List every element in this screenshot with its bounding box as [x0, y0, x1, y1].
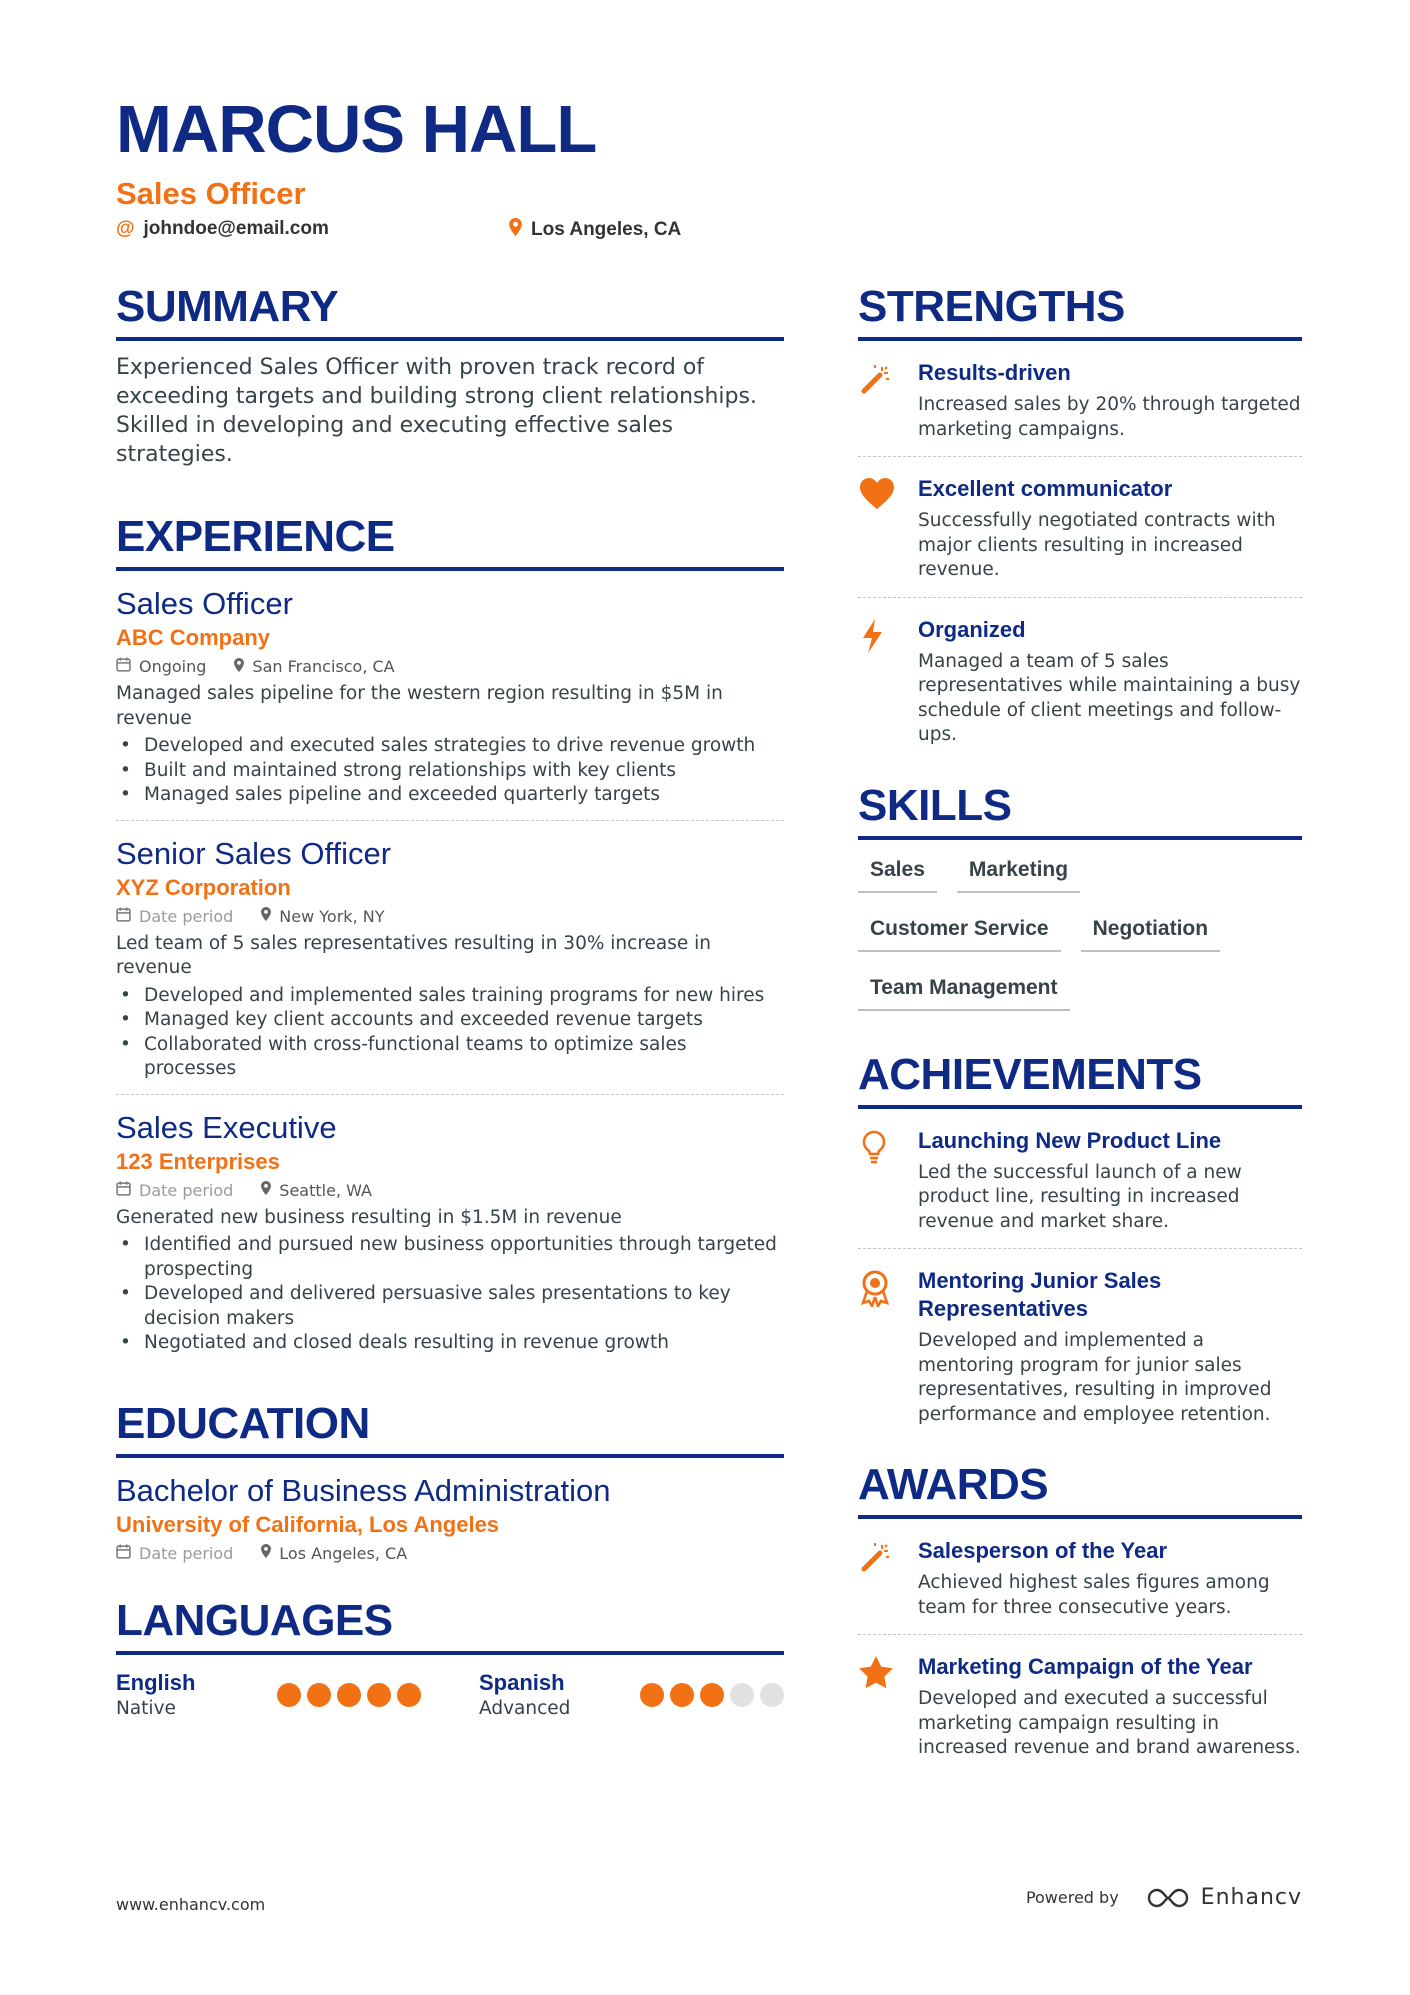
location-pin-icon [234, 658, 244, 676]
rating-dot [730, 1683, 754, 1707]
item-description: Developed and executed a successful marketing campaign resulting in increased revenue and brand awareness. [918, 1688, 1301, 1758]
item-content [918, 616, 1302, 748]
calendar-icon [116, 907, 131, 926]
item-description: Managed a team of 5 sales representatives while maintaining a busy schedule of client meetings and follow-ups. [918, 650, 1301, 745]
achievements-section [858, 1049, 1302, 1442]
job-title: Sales Executive [116, 1109, 337, 1145]
rating-dot [760, 1683, 784, 1707]
skills-section [858, 780, 1302, 1027]
job-entry [116, 835, 784, 1095]
calendar-icon [116, 657, 131, 676]
job-entry [116, 585, 784, 821]
language-info [479, 1669, 570, 1721]
item-title: Salesperson of the Year [918, 1538, 1168, 1563]
contact-email[interactable] [116, 218, 329, 240]
language-rating [640, 1683, 784, 1707]
heart-icon [858, 475, 904, 583]
language-info [116, 1669, 195, 1721]
awards-heading: AWARDS [858, 1463, 1302, 1519]
language-level: Advanced [479, 1697, 571, 1719]
award-item [858, 1533, 1302, 1635]
language-item [479, 1669, 784, 1721]
job-bullet: • Collaborated with cross-functional teams to optimize sales processes [116, 1033, 784, 1082]
enhancv-logo-icon [1145, 1886, 1191, 1910]
item-content [918, 475, 1302, 583]
language-rating [277, 1683, 421, 1707]
achievements-heading: ACHIEVEMENTS [858, 1053, 1302, 1109]
rating-dot [277, 1683, 301, 1707]
candidate-name: MARCUS HALL [116, 92, 597, 167]
item-content [918, 1537, 1302, 1620]
job-bullet: • Negotiated and closed deals resulting in revenue growth [116, 1331, 784, 1356]
job-entry [116, 1109, 784, 1368]
magic-wand-icon [858, 1537, 904, 1620]
candidate-title: Sales Officer [116, 176, 306, 211]
item-content [918, 1127, 1302, 1235]
language-item [116, 1669, 421, 1721]
lightbulb-icon [858, 1127, 904, 1235]
job-bullets [116, 984, 784, 1082]
company-name: 123 Enterprises [116, 1148, 280, 1174]
education-section [116, 1398, 784, 1563]
job-title: Sales Officer [116, 586, 293, 621]
location-pin-icon [261, 1181, 271, 1199]
skill-tag: Sales [858, 850, 937, 893]
job-description: Managed sales pipeline for the western region resulting in $5M in revenue [116, 683, 723, 729]
strength-item [858, 471, 1302, 598]
job-bullet: • Managed key client accounts and exceeded revenue targets [116, 1008, 784, 1033]
item-title: Launching New Product Line [918, 1127, 1222, 1153]
summary-text: Experienced Sales Officer with proven track record of exceeding targets and building strong client relationships. Skilled in developing and executing effective sales strategies. [116, 355, 757, 467]
location-pin-icon [509, 218, 522, 242]
left-column [116, 282, 784, 1721]
job-meta [116, 657, 784, 676]
item-title: Marketing Campaign of the Year [918, 1654, 1253, 1679]
item-description: Successfully negotiated contracts with major clients resulting in increased revenue. [918, 510, 1276, 580]
language-name: English [116, 1669, 196, 1695]
right-column [858, 282, 1302, 1789]
item-description: Led the successful launch of a new product line, resulting in increased revenue and market share. [918, 1161, 1242, 1232]
achievement-list [858, 1123, 1302, 1442]
strength-list [858, 355, 1302, 762]
job-location: Seattle, WA [261, 1181, 372, 1200]
strength-item [858, 355, 1302, 457]
item-content [918, 359, 1302, 442]
job-bullet: • Developed and executed sales strategies to drive revenue growth [116, 734, 784, 759]
rating-dot [337, 1683, 361, 1707]
location-pin-icon [261, 907, 271, 925]
languages-section [116, 1595, 784, 1721]
award-ribbon-icon [858, 1267, 904, 1427]
company-name: ABC Company [116, 625, 271, 650]
item-description: Developed and implemented a mentoring program for junior sales representatives, resulting in improved performance and employee retention. [918, 1330, 1272, 1425]
brand-name: Enhancv [1200, 1885, 1302, 1910]
award-list [858, 1533, 1302, 1775]
experience-heading: EXPERIENCE [116, 515, 784, 571]
job-description: Generated new business resulting in $1.5M in revenue [116, 1206, 622, 1228]
job-period: Date period [116, 907, 233, 926]
rating-dot [307, 1683, 331, 1707]
strength-item [858, 612, 1302, 762]
footer-branding [1026, 1885, 1302, 1910]
rating-dot [700, 1683, 724, 1707]
lightning-icon [858, 616, 904, 748]
job-location: San Francisco, CA [234, 657, 394, 676]
rating-dot [640, 1683, 664, 1707]
rating-dot [367, 1683, 391, 1707]
award-item [858, 1649, 1302, 1775]
job-bullets [116, 734, 784, 808]
job-period: Ongoing [116, 657, 206, 676]
strengths-heading: STRENGTHS [858, 285, 1302, 341]
at-icon: @ [116, 218, 135, 239]
item-description: Achieved highest sales figures among team for three consecutive years. [918, 1572, 1270, 1618]
footer-website[interactable]: www.enhancv.com [116, 1895, 266, 1914]
item-title: Mentoring Junior Sales Representatives [918, 1268, 1162, 1321]
job-bullet: • Managed sales pipeline and exceeded quarterly targets [116, 783, 784, 808]
item-title: Excellent communicator [918, 476, 1173, 501]
contact-location [509, 218, 681, 242]
achievement-item [858, 1123, 1302, 1250]
job-bullet: • Identified and pursued new business opportunities through targeted prospecting [116, 1233, 784, 1282]
job-location: New York, NY [261, 907, 384, 926]
item-title: Organized [918, 616, 1026, 642]
job-description: Led team of 5 sales representatives resulting in 30% increase in revenue [116, 932, 712, 978]
skill-tag: Team Management [858, 968, 1070, 1011]
skill-tag: Customer Service [858, 909, 1061, 952]
achievement-item [858, 1263, 1302, 1441]
job-list [116, 585, 784, 1368]
star-icon [858, 1653, 904, 1761]
rating-dot [397, 1683, 421, 1707]
summary-heading: SUMMARY [116, 285, 784, 341]
item-title: Results-driven [918, 360, 1071, 385]
powered-by-label: Powered by [1025, 1888, 1119, 1907]
email-text: johndoe@email.com [143, 218, 329, 239]
school: University of California, Los Angeles [116, 1511, 500, 1537]
language-level: Native [116, 1697, 176, 1719]
item-content [918, 1653, 1302, 1761]
job-title: Senior Sales Officer [116, 835, 392, 871]
item-content [918, 1267, 1302, 1427]
rating-dot [670, 1683, 694, 1707]
job-bullets [116, 1233, 784, 1356]
summary-section [116, 282, 784, 469]
skills-heading: SKILLS [858, 784, 1302, 840]
skill-list [858, 850, 1302, 1027]
job-bullet: • Developed and implemented sales training programs for new hires [116, 984, 784, 1009]
education-heading: EDUCATION [116, 1402, 784, 1458]
calendar-icon [116, 1181, 131, 1200]
magic-wand-icon [858, 359, 904, 442]
calendar-icon [116, 1544, 131, 1563]
strengths-section [858, 282, 1302, 762]
language-list [116, 1669, 784, 1721]
brand-logo[interactable] [1145, 1885, 1302, 1910]
job-meta [116, 907, 784, 926]
skill-tag: Negotiation [1081, 909, 1221, 952]
item-description: Increased sales by 20% through targeted marketing campaigns. [918, 394, 1301, 440]
company-name: XYZ Corporation [116, 874, 291, 900]
education-meta [116, 1544, 784, 1563]
location-pin-icon [261, 1544, 271, 1562]
job-bullet: • Built and maintained strong relationships with key clients [116, 759, 784, 784]
experience-section [116, 512, 784, 1368]
job-meta [116, 1181, 784, 1200]
languages-heading: LANGUAGES [116, 1599, 784, 1655]
education-location: Los Angeles, CA [261, 1544, 407, 1563]
awards-section [858, 1460, 1302, 1775]
job-period: Date period [116, 1181, 233, 1200]
language-name: Spanish [479, 1669, 565, 1695]
location-text: Los Angeles, CA [531, 219, 682, 240]
job-bullet: • Developed and delivered persuasive sales presentations to key decision makers [116, 1282, 784, 1331]
education-period: Date period [116, 1544, 233, 1563]
degree: Bachelor of Business Administration [116, 1472, 611, 1508]
skill-tag: Marketing [957, 850, 1080, 893]
